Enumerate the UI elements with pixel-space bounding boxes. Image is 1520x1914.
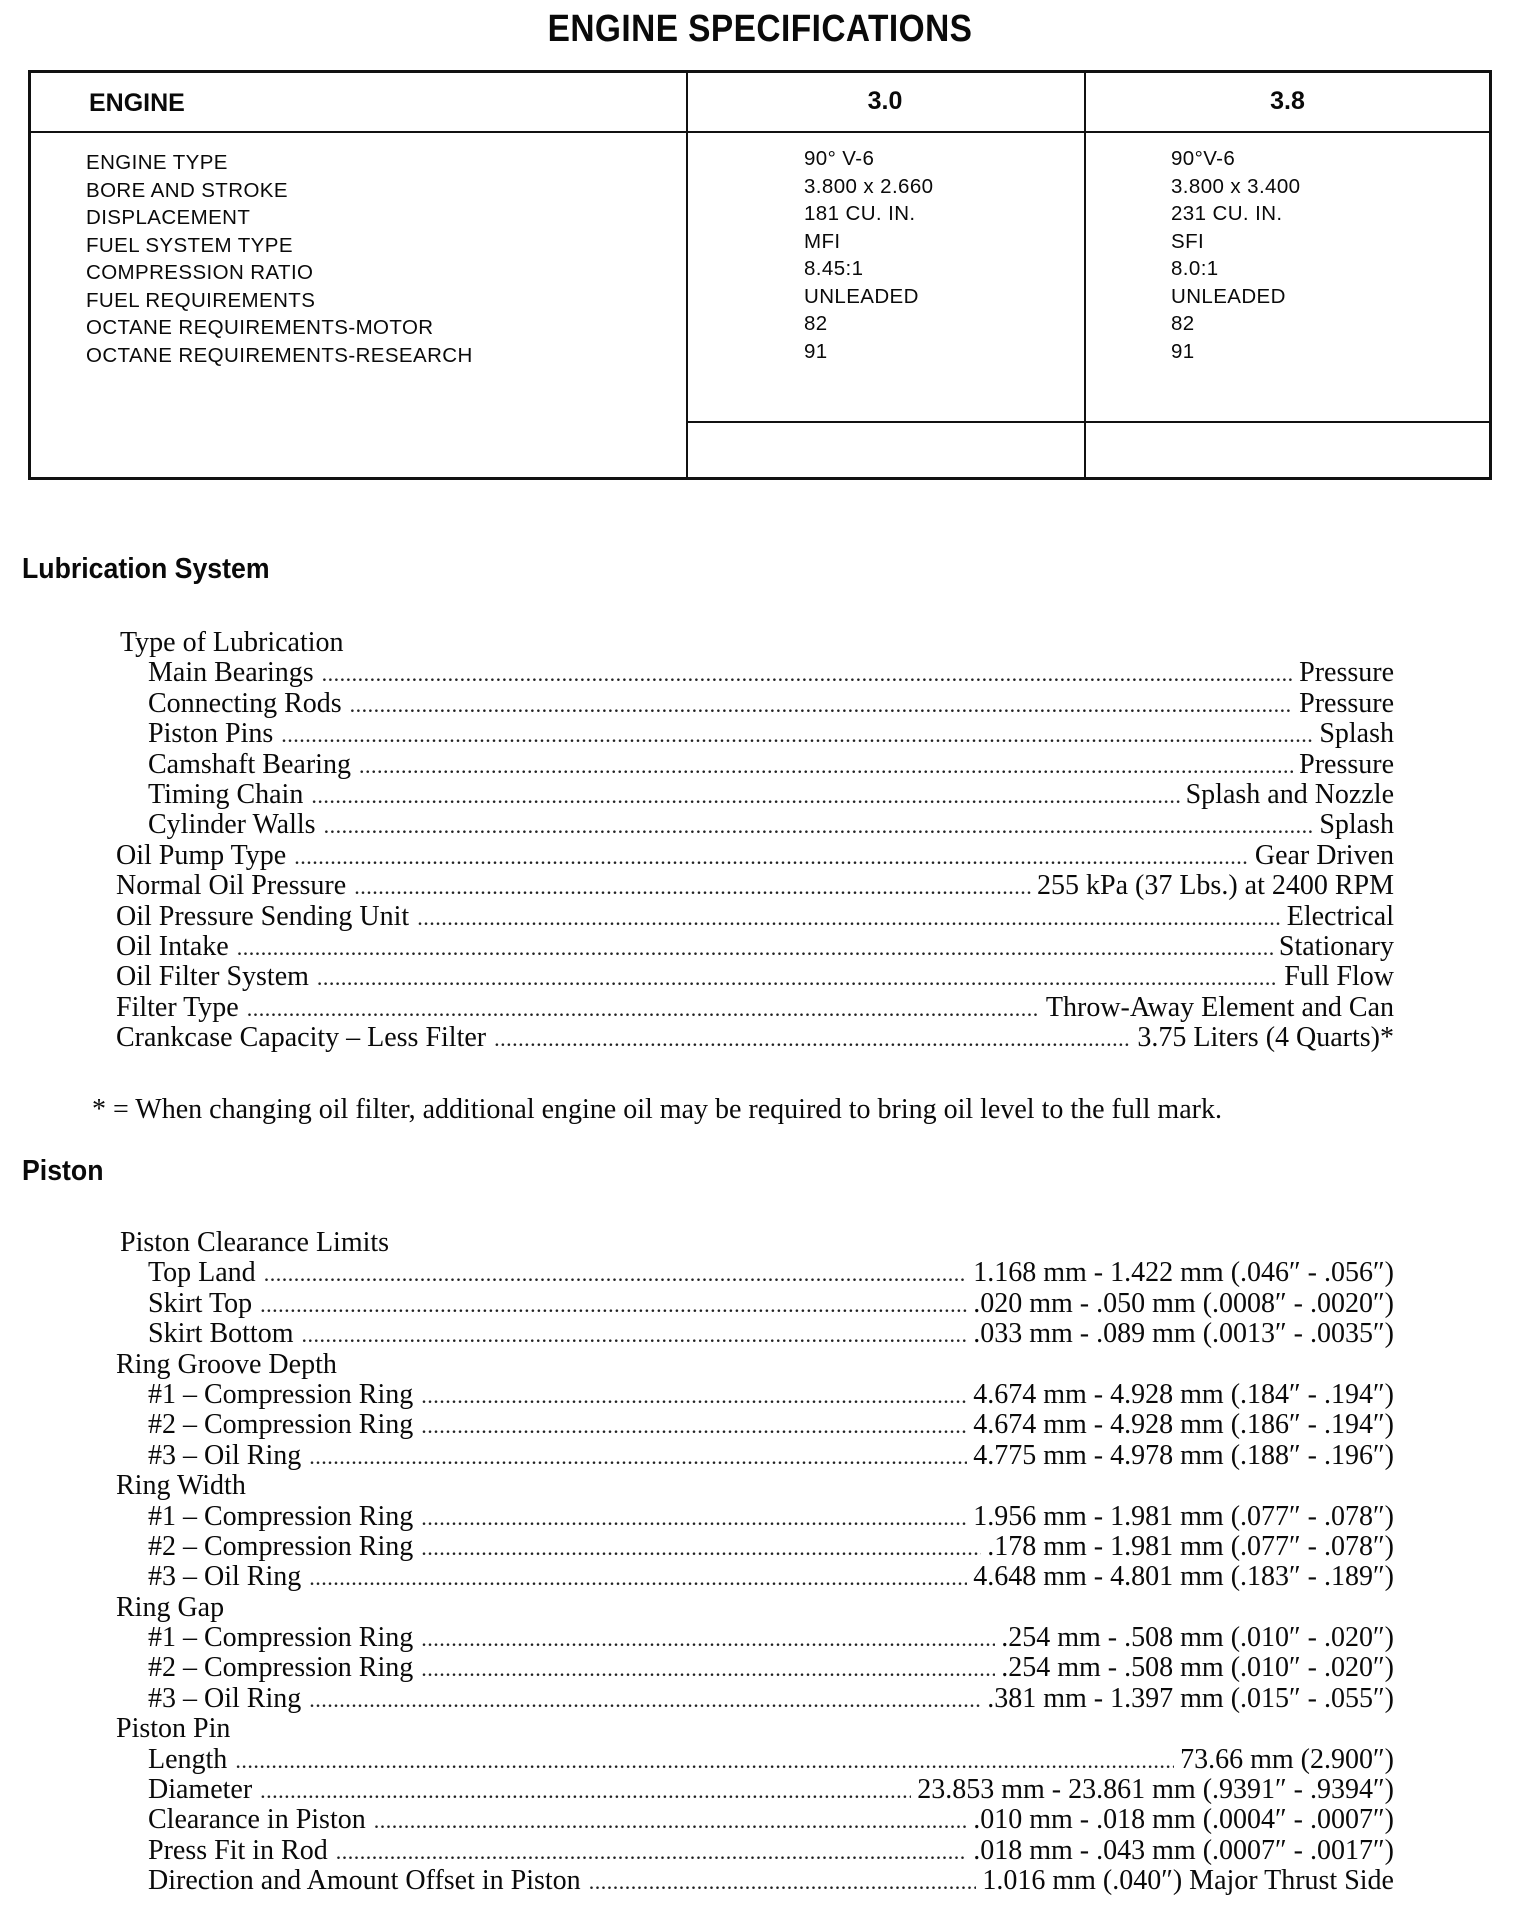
spec-label: #3 – Oil Ring bbox=[148, 1682, 302, 1714]
spec-value: .178 mm - 1.981 mm (.077″ - .078″) bbox=[987, 1530, 1394, 1562]
spec-label: ENGINE TYPE bbox=[86, 151, 228, 174]
spec-group-heading bbox=[116, 628, 1394, 658]
spec-label: Oil Filter System bbox=[116, 961, 309, 993]
spec-label: Piston Pin bbox=[116, 1713, 231, 1745]
spec-row bbox=[116, 1684, 1394, 1714]
spec-row bbox=[116, 962, 1394, 992]
spec-row bbox=[116, 1623, 1394, 1653]
spec-label: OCTANE REQUIREMENTS-RESEARCH bbox=[86, 343, 473, 367]
spec-row bbox=[116, 1653, 1394, 1683]
table-divider bbox=[1084, 73, 1086, 477]
piston-spec-list bbox=[116, 1228, 1394, 1897]
spec-row bbox=[116, 1441, 1394, 1471]
spec-row bbox=[116, 1866, 1394, 1896]
section-title-lubrication: Lubrication System bbox=[22, 553, 270, 585]
spec-value: 8.0:1 bbox=[1171, 257, 1219, 280]
spec-row bbox=[116, 1258, 1394, 1288]
spec-label: Ring Groove Depth bbox=[116, 1348, 337, 1380]
spec-value: Electrical bbox=[1286, 900, 1394, 932]
spec-label: Diameter bbox=[148, 1774, 253, 1806]
dot-leader bbox=[417, 903, 1281, 933]
spec-label: Direction and Amount Offset in Piston bbox=[148, 1865, 581, 1897]
dot-leader bbox=[421, 1624, 995, 1654]
spec-label: #1 – Compression Ring bbox=[148, 1622, 414, 1654]
footnote: * = When changing oil filter, additional engine oil may be required to bring oil level to the full mark. bbox=[92, 1094, 1222, 1125]
spec-value: UNLEADED bbox=[1171, 284, 1286, 308]
spec-label: Normal Oil Pressure bbox=[116, 870, 347, 902]
dot-leader bbox=[301, 1320, 967, 1350]
spec-value: UNLEADED bbox=[804, 284, 919, 308]
spec-row bbox=[116, 1775, 1394, 1805]
spec-group-heading bbox=[116, 1471, 1394, 1501]
spec-label: Ring Width bbox=[116, 1470, 246, 1502]
spec-value: 4.674 mm - 4.928 mm (.186″ - .194″) bbox=[973, 1409, 1394, 1441]
dot-leader bbox=[309, 1563, 967, 1593]
spec-row bbox=[116, 841, 1394, 871]
dot-leader bbox=[324, 811, 1314, 841]
spec-row bbox=[116, 1289, 1394, 1319]
dot-leader bbox=[260, 1290, 967, 1320]
spec-row bbox=[116, 1805, 1394, 1835]
spec-label: #1 – Compression Ring bbox=[148, 1378, 414, 1410]
spec-row bbox=[116, 1380, 1394, 1410]
spec-row bbox=[116, 902, 1394, 932]
spec-row bbox=[116, 993, 1394, 1023]
header-engine: ENGINE bbox=[89, 89, 185, 117]
spec-label: Timing Chain bbox=[148, 778, 304, 810]
dot-leader bbox=[350, 690, 1293, 720]
dot-leader bbox=[421, 1411, 967, 1441]
table-footer-rule bbox=[686, 421, 1489, 423]
section-title-piston: Piston bbox=[22, 1155, 104, 1187]
spec-value: Pressure bbox=[1299, 748, 1394, 780]
spec-row bbox=[116, 658, 1394, 688]
engine-spec-table bbox=[28, 70, 1492, 480]
table-header-rule bbox=[31, 131, 1489, 133]
spec-label: Cylinder Walls bbox=[148, 809, 316, 841]
spec-label: BORE AND STROKE bbox=[86, 178, 288, 202]
dot-leader bbox=[336, 1837, 968, 1867]
spec-row bbox=[116, 871, 1394, 901]
spec-label: Ring Gap bbox=[116, 1591, 225, 1623]
spec-value: Pressure bbox=[1299, 657, 1394, 689]
spec-label: #3 – Oil Ring bbox=[148, 1561, 302, 1593]
page-title: ENGINE SPECIFICATIONS bbox=[547, 8, 973, 50]
dot-leader bbox=[421, 1381, 967, 1411]
spec-value: 4.648 mm - 4.801 mm (.183″ - .189″) bbox=[973, 1561, 1394, 1593]
spec-row bbox=[116, 1562, 1394, 1592]
header-3-8: 3.8 bbox=[1270, 87, 1305, 115]
dot-leader bbox=[237, 933, 1273, 963]
dot-leader bbox=[589, 1867, 977, 1897]
spec-value: 3.75 Liters (4 Quarts)* bbox=[1137, 1022, 1394, 1054]
spec-value: Splash bbox=[1319, 718, 1394, 750]
spec-value: 1.016 mm (.040″) Major Thrust Side bbox=[982, 1865, 1394, 1897]
spec-value: 1.168 mm - 1.422 mm (.046″ - .056″) bbox=[973, 1257, 1394, 1289]
spec-value: Splash bbox=[1319, 809, 1394, 841]
spec-label: #2 – Compression Ring bbox=[148, 1530, 414, 1562]
spec-values-3-0 bbox=[804, 145, 933, 365]
spec-value: .254 mm - .508 mm (.010″ - .020″) bbox=[1001, 1652, 1394, 1684]
spec-label: #3 – Oil Ring bbox=[148, 1439, 302, 1471]
dot-leader bbox=[322, 659, 1293, 689]
dot-leader bbox=[421, 1503, 967, 1533]
dot-leader bbox=[264, 1259, 968, 1289]
spec-value: 4.674 mm - 4.928 mm (.184″ - .194″) bbox=[973, 1378, 1394, 1410]
dot-leader bbox=[494, 1024, 1131, 1054]
spec-row bbox=[116, 780, 1394, 810]
spec-value: 90° V-6 bbox=[804, 147, 875, 170]
spec-row bbox=[116, 719, 1394, 749]
spec-row bbox=[116, 810, 1394, 840]
spec-row bbox=[116, 1023, 1394, 1053]
spec-value: 255 kPa (37 Lbs.) at 2400 RPM bbox=[1037, 870, 1394, 902]
spec-value: .033 mm - .089 mm (.0013″ - .0035″) bbox=[973, 1318, 1394, 1350]
spec-group-heading bbox=[116, 1228, 1394, 1258]
spec-value: 3.800 x 2.660 bbox=[804, 174, 934, 198]
dot-leader bbox=[354, 872, 1031, 902]
dot-leader bbox=[260, 1776, 911, 1806]
spec-value: 91 bbox=[804, 339, 828, 363]
spec-label: Filter Type bbox=[116, 991, 239, 1023]
spec-value: Splash and Nozzle bbox=[1185, 778, 1394, 810]
spec-label: Connecting Rods bbox=[148, 687, 342, 719]
spec-value: 4.775 mm - 4.978 mm (.188″ - .196″) bbox=[973, 1439, 1394, 1471]
spec-row bbox=[116, 1745, 1394, 1775]
spec-value: .010 mm - .018 mm (.0004″ - .0007″) bbox=[973, 1804, 1394, 1836]
spec-label: Skirt Top bbox=[148, 1287, 253, 1319]
dot-leader bbox=[421, 1533, 981, 1563]
dot-leader bbox=[309, 1442, 967, 1472]
dot-leader bbox=[281, 720, 1313, 750]
spec-label: OCTANE REQUIREMENTS-MOTOR bbox=[86, 316, 434, 339]
spec-label: Type of Lubrication bbox=[120, 627, 344, 658]
spec-label: Oil Pressure Sending Unit bbox=[116, 900, 410, 932]
spec-label: Camshaft Bearing bbox=[148, 748, 351, 780]
spec-row bbox=[116, 1410, 1394, 1440]
spec-row bbox=[116, 1532, 1394, 1562]
spec-value: .254 mm - .508 mm (.010″ - .020″) bbox=[1001, 1622, 1394, 1654]
spec-label: Main Bearings bbox=[148, 657, 314, 689]
spec-value: Full Flow bbox=[1284, 961, 1394, 993]
spec-value: 91 bbox=[1171, 339, 1195, 363]
spec-row bbox=[116, 932, 1394, 962]
spec-label: #2 – Compression Ring bbox=[148, 1652, 414, 1684]
spec-value: 90°V-6 bbox=[1171, 147, 1236, 170]
dot-leader bbox=[374, 1806, 968, 1836]
spec-group-heading bbox=[116, 1350, 1394, 1380]
spec-label: Oil Pump Type bbox=[116, 839, 287, 871]
spec-label: Oil Intake bbox=[116, 930, 229, 962]
spec-row bbox=[116, 1836, 1394, 1866]
spec-labels bbox=[86, 149, 473, 369]
spec-value: Stationary bbox=[1278, 930, 1394, 962]
lubrication-spec-list bbox=[116, 628, 1394, 1053]
spec-label: #2 – Compression Ring bbox=[148, 1409, 414, 1441]
spec-value: 23.853 mm - 23.861 mm (.9391″ - .9394″) bbox=[917, 1774, 1394, 1806]
spec-label: FUEL REQUIREMENTS bbox=[86, 288, 316, 312]
dot-leader bbox=[309, 1685, 981, 1715]
spec-value: 231 CU. IN. bbox=[1171, 202, 1283, 225]
spec-value: 1.956 mm - 1.981 mm (.077″ - .078″) bbox=[973, 1500, 1394, 1532]
spec-row bbox=[116, 1319, 1394, 1349]
dot-leader bbox=[421, 1654, 995, 1684]
spec-label: Skirt Bottom bbox=[148, 1318, 294, 1350]
spec-value: 8.45:1 bbox=[804, 257, 864, 280]
spec-row bbox=[116, 689, 1394, 719]
dot-leader bbox=[247, 994, 1040, 1024]
spec-row bbox=[116, 1502, 1394, 1532]
dot-leader bbox=[235, 1746, 1174, 1776]
spec-value: Throw-Away Element and Can bbox=[1045, 991, 1394, 1023]
spec-value: SFI bbox=[1171, 229, 1205, 253]
spec-label: Clearance in Piston bbox=[148, 1804, 366, 1836]
header-3-0: 3.0 bbox=[867, 87, 903, 115]
spec-label: Top Land bbox=[148, 1257, 256, 1289]
table-divider bbox=[686, 73, 688, 477]
spec-group-heading bbox=[116, 1593, 1394, 1623]
spec-label: Length bbox=[148, 1743, 228, 1775]
spec-value: .020 mm - .050 mm (.0008″ - .0020″) bbox=[973, 1287, 1394, 1319]
dot-leader bbox=[311, 781, 1179, 811]
spec-value: Pressure bbox=[1299, 687, 1394, 719]
spec-values-3-8 bbox=[1171, 145, 1300, 365]
spec-label: #1 – Compression Ring bbox=[148, 1500, 414, 1532]
spec-label: Crankcase Capacity – Less Filter bbox=[116, 1022, 487, 1054]
spec-value: .381 mm - 1.397 mm (.015″ - .055″) bbox=[987, 1682, 1394, 1714]
spec-group-heading bbox=[116, 1714, 1394, 1744]
spec-value: MFI bbox=[804, 229, 841, 253]
spec-value: Gear Driven bbox=[1254, 839, 1394, 871]
spec-value: 82 bbox=[804, 312, 828, 335]
spec-label: Piston Pins bbox=[148, 718, 274, 750]
dot-leader bbox=[294, 842, 1249, 872]
spec-value: 3.800 x 3.400 bbox=[1171, 174, 1301, 198]
spec-label: DISPLACEMENT bbox=[86, 206, 251, 229]
dot-leader bbox=[359, 751, 1293, 781]
spec-label: Piston Clearance Limits bbox=[120, 1227, 390, 1258]
spec-value: 73.66 mm (2.900″) bbox=[1180, 1743, 1394, 1775]
spec-value: 181 CU. IN. bbox=[804, 202, 916, 225]
dot-leader bbox=[317, 963, 1278, 993]
spec-label: COMPRESSION RATIO bbox=[86, 261, 314, 284]
spec-value: 82 bbox=[1171, 312, 1195, 335]
spec-label: Press Fit in Rod bbox=[148, 1834, 328, 1866]
spec-row bbox=[116, 750, 1394, 780]
spec-value: .018 mm - .043 mm (.0007″ - .0017″) bbox=[973, 1834, 1394, 1866]
spec-label: FUEL SYSTEM TYPE bbox=[86, 233, 293, 257]
